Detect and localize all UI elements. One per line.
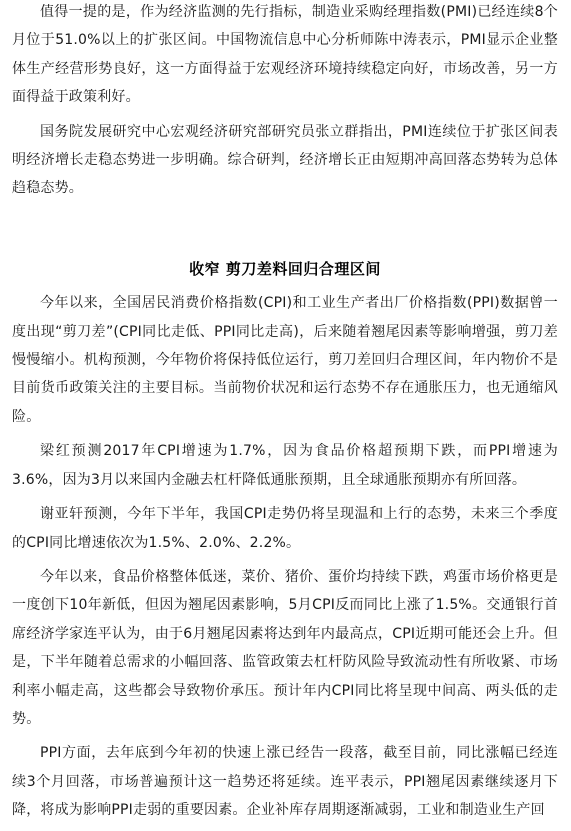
paragraph-pmi-expansion: 值得一提的是，作为经济监测的先行指标，制造业采购经理指数(PMI)已经连续8个月位于51.0%以上的扩张区间。中国物流信息中心分析师陈中涛表示，PMI显示企业整体生产经营形势良好，这一方面得益于宏观经济环境持续稳定向好，市场改善，另一方面得益于政策利好。: [12, 4, 558, 106]
section-heading: 收窄 剪刀差料回归合理区间: [189, 259, 381, 278]
paragraph-pmi-trend: 国务院发展研究中心宏观经济研究部研究员张立群指出，PMI连续位于扩张区间表明经济增长走稳态势进一步明确。综合研判，经济增长正由短期冲高回落态势转为总体趋稳态势。: [12, 123, 558, 197]
article-body: [12, 0, 558, 831]
paragraph-ppi: PPI方面，去年底到今年初的快速上涨已经告一段落，截至目前，同比涨幅已经连续3个月回落，市场普遍预计这一趋势还将延续。连平表示，PPI翘尾因素继续逐月下降，将成为影响PPI走弱的重要因素。企业补库存周期逐渐减弱，工业和制造业生产回: [12, 745, 558, 819]
paragraph-lianghong-forecast: 梁红预测2017年CPI增速为1.7%，因为食品价格超预期下跌，而PPI增速为3.6%，因为3月以来国内金融去杠杆降低通胀预期，且全球通胀预期亦有所回落。: [12, 443, 558, 488]
paragraph-xieyaxuan-forecast: 谢亚轩预测，今年下半年，我国CPI走势仍将呈现温和上行的态势，未来三个季度的CPI同比增速依次为1.5%、2.0%、2.2%。: [12, 506, 558, 551]
paragraph-scissors-gap: 今年以来，全国居民消费价格指数(CPI)和工业生产者出厂价格指数(PPI)数据曾一度出现“剪刀差”(CPI同比走低、PPI同比走高)，后来随着翘尾因素等影响增强，剪刀差慢慢缩小。机构预测，今年物价将保持低位运行，剪刀差回归合理区间，年内物价不是目前货币政策关注的主要目标。当前物价状况和运行态势不存在通胀压力，也无通缩风险。: [12, 295, 558, 425]
paragraph-food-prices: 今年以来，食品价格整体低迷，菜价、猪价、蛋价均持续下跌，鸡蛋市场价格更是一度创下10年新低，但因为翘尾因素影响，5月CPI反而同比上涨了1.5%。交通银行首席经济学家连平认为，由于6月翘尾因素将达到年内最高点，CPI近期可能还会上升。但是，下半年随着总需求的小幅回落、监管政策去杠杆防风险导致流动性有所收紧、市场利率小幅走高，这些都会导致物价承压。预计年内CPI同比将呈现中间高、两头低的走势。: [12, 568, 558, 727]
